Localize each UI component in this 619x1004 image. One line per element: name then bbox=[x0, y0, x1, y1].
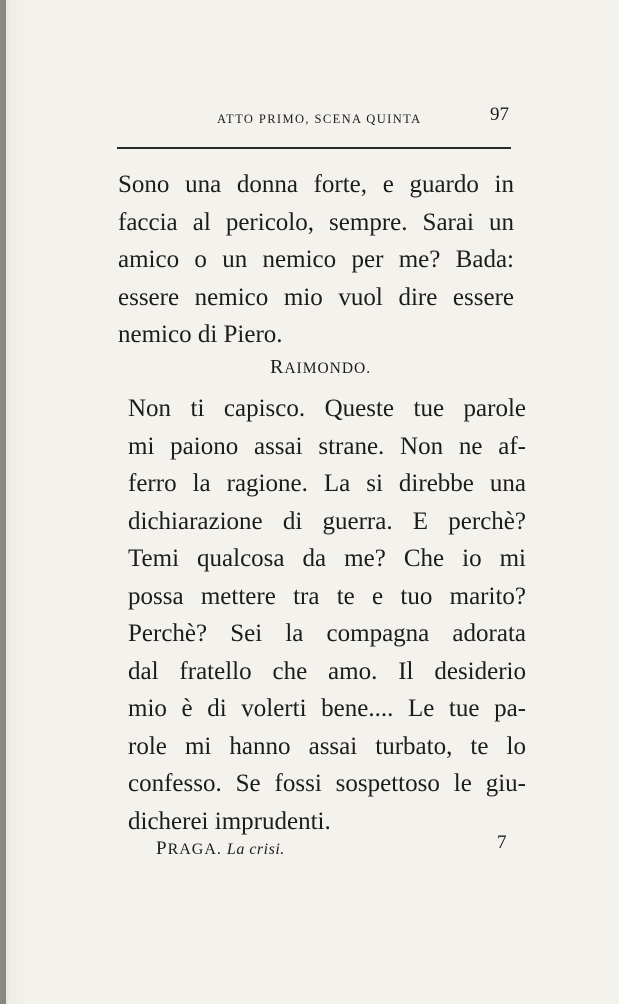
speaker-name bbox=[270, 356, 371, 379]
text-line: essere nemico mio vuol dire essere bbox=[118, 283, 514, 311]
text-line: Non ti capisco. Queste tue parole bbox=[128, 395, 526, 422]
speaker-rest: AIMONDO. bbox=[284, 360, 372, 377]
work-title: La crisi. bbox=[226, 841, 285, 858]
text-line: mi paiono assai strane. Non ne af- bbox=[128, 432, 526, 460]
text-line: ferro la ragione. La si direbbe una bbox=[128, 470, 526, 497]
text-line: possa mettere tra te e tuo marito? bbox=[128, 582, 526, 610]
author-initial: P bbox=[156, 838, 168, 859]
header-rule bbox=[117, 147, 511, 149]
text-line: dichiarazione di guerra. E perchè? bbox=[128, 507, 526, 535]
text-line: dal fratello che amo. Il desiderio bbox=[128, 657, 526, 685]
text-line: Temi qualcosa da me? Che io mi bbox=[128, 545, 526, 572]
speaker-initial: R bbox=[270, 356, 285, 378]
footer-signature bbox=[156, 838, 285, 860]
text-line: Sono una donna forte, e guardo in bbox=[118, 171, 514, 198]
text-line: faccia al pericolo, sempre. Sarai un bbox=[118, 208, 514, 236]
text-line: role mi hanno assai turbato, te lo bbox=[128, 732, 526, 760]
text-line: dicherei imprudenti. bbox=[128, 807, 331, 835]
page-spine-shadow bbox=[0, 0, 6, 1004]
text-line: amico o un nemico per me? Bada: bbox=[118, 246, 514, 273]
text-line: nemico di Piero. bbox=[118, 321, 283, 348]
signature-mark: 7 bbox=[497, 832, 507, 853]
speech-paragraph bbox=[128, 390, 526, 840]
author-rest: RAGA. bbox=[167, 841, 222, 858]
page-number: 97 bbox=[490, 104, 509, 125]
text-line: confesso. Se fossi sospettoso le giu- bbox=[128, 770, 526, 797]
text-line: mio è di volerti bene.... Le tue pa- bbox=[128, 695, 526, 722]
paragraph-continued bbox=[118, 166, 514, 354]
running-head: ATTO PRIMO, SCENA QUINTA bbox=[217, 112, 422, 126]
text-line: Perchè? Sei la compagna adorata bbox=[128, 620, 526, 647]
